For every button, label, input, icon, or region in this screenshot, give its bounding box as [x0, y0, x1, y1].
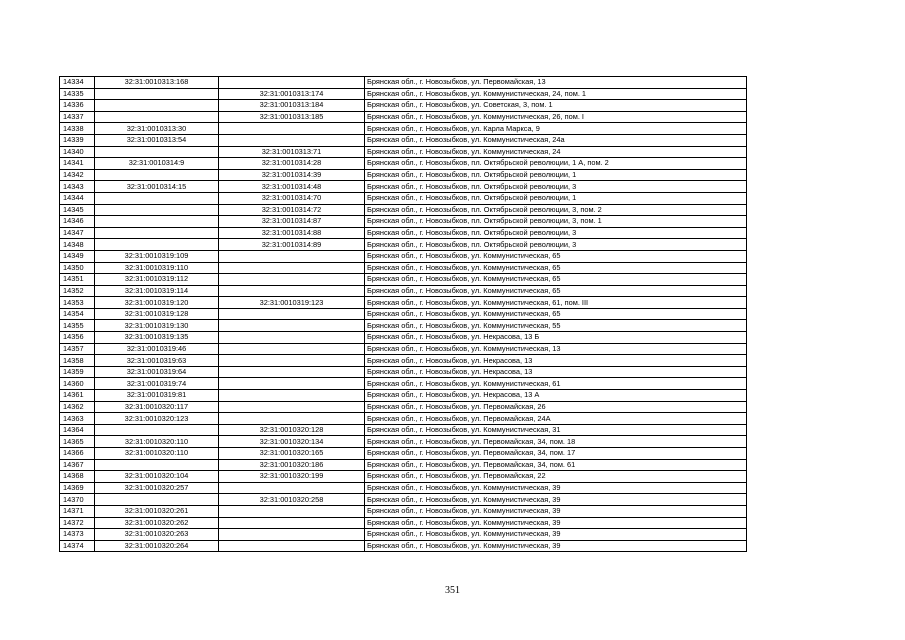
parcel-number-cell: 32:31:0010320:264: [95, 540, 219, 552]
parcel-number-cell: [95, 146, 219, 158]
parcel-number-cell: 32:31:0010313:168: [95, 77, 219, 89]
parcel-number-cell: 32:31:0010314:15: [95, 181, 219, 193]
row-number-cell: 14363: [60, 413, 95, 425]
row-number-cell: 14349: [60, 250, 95, 262]
object-number-cell: [219, 355, 365, 367]
table-row: [60, 216, 747, 228]
address-cell: Брянская обл., г. Новозыбков, ул. Коммунистическая, 61: [365, 378, 747, 390]
parcel-number-cell: 32:31:0010319:109: [95, 250, 219, 262]
address-cell: Брянская обл., г. Новозыбков, ул. Карла Маркса, 9: [365, 123, 747, 135]
object-number-cell: [219, 540, 365, 552]
row-number-cell: 14355: [60, 320, 95, 332]
address-cell: Брянская обл., г. Новозыбков, ул. Коммунистическая, 24: [365, 146, 747, 158]
parcel-number-cell: 32:31:0010319:74: [95, 378, 219, 390]
address-cell: Брянская обл., г. Новозыбков, пл. Октябрьской революции, 3, пом. 2: [365, 204, 747, 216]
row-number-cell: 14359: [60, 366, 95, 378]
parcel-number-cell: [95, 424, 219, 436]
object-number-cell: [219, 401, 365, 413]
table-row: [60, 459, 747, 471]
row-number-cell: 14344: [60, 192, 95, 204]
object-number-cell: 32:31:0010319:123: [219, 297, 365, 309]
table-row: [60, 158, 747, 170]
parcel-number-cell: 32:31:0010320:104: [95, 471, 219, 483]
table-row: [60, 482, 747, 494]
row-number-cell: 14373: [60, 529, 95, 541]
row-number-cell: 14341: [60, 158, 95, 170]
object-number-cell: [219, 505, 365, 517]
object-number-cell: 32:31:0010314:48: [219, 181, 365, 193]
row-number-cell: 14372: [60, 517, 95, 529]
parcel-number-cell: 32:31:0010319:128: [95, 308, 219, 320]
table-row: [60, 134, 747, 146]
row-number-cell: 14374: [60, 540, 95, 552]
address-cell: Брянская обл., г. Новозыбков, пл. Октябрьской революции, 1: [365, 169, 747, 181]
row-number-cell: 14352: [60, 285, 95, 297]
table-row: [60, 308, 747, 320]
table-row: [60, 413, 747, 425]
row-number-cell: 14356: [60, 332, 95, 344]
address-cell: Брянская обл., г. Новозыбков, ул. Коммунистическая, 31: [365, 424, 747, 436]
object-number-cell: 32:31:0010314:39: [219, 169, 365, 181]
parcel-number-cell: 32:31:0010319:135: [95, 332, 219, 344]
address-cell: Брянская обл., г. Новозыбков, ул. Коммунистическая, 39: [365, 482, 747, 494]
table-row: [60, 239, 747, 251]
object-number-cell: [219, 123, 365, 135]
row-number-cell: 14358: [60, 355, 95, 367]
table-row: [60, 529, 747, 541]
object-number-cell: [219, 482, 365, 494]
table-row: [60, 401, 747, 413]
object-number-cell: 32:31:0010314:28: [219, 158, 365, 170]
address-cell: Брянская обл., г. Новозыбков, ул. Первомайская, 13: [365, 77, 747, 89]
row-number-cell: 14347: [60, 227, 95, 239]
address-cell: Брянская обл., г. Новозыбков, ул. Коммунистическая, 65: [365, 250, 747, 262]
address-cell: Брянская обл., г. Новозыбков, ул. Некрасова, 13 А: [365, 390, 747, 402]
object-number-cell: 32:31:0010314:87: [219, 216, 365, 228]
table-row: [60, 390, 747, 402]
parcel-number-cell: [95, 239, 219, 251]
object-number-cell: [219, 332, 365, 344]
row-number-cell: 14342: [60, 169, 95, 181]
address-cell: Брянская обл., г. Новозыбков, ул. Некрасова, 13 Б: [365, 332, 747, 344]
table-row: [60, 77, 747, 89]
parcel-number-cell: [95, 88, 219, 100]
object-number-cell: 32:31:0010313:185: [219, 111, 365, 123]
object-number-cell: [219, 366, 365, 378]
object-number-cell: [219, 134, 365, 146]
parcel-number-cell: 32:31:0010319:110: [95, 262, 219, 274]
parcel-number-cell: [95, 227, 219, 239]
parcel-number-cell: [95, 192, 219, 204]
table-row: [60, 274, 747, 286]
table-row: [60, 505, 747, 517]
row-number-cell: 14350: [60, 262, 95, 274]
parcel-number-cell: 32:31:0010319:120: [95, 297, 219, 309]
object-number-cell: 32:31:0010320:165: [219, 448, 365, 460]
address-cell: Брянская обл., г. Новозыбков, ул. Коммунистическая, 24а: [365, 134, 747, 146]
row-number-cell: 14345: [60, 204, 95, 216]
parcel-number-cell: 32:31:0010320:257: [95, 482, 219, 494]
object-number-cell: 32:31:0010320:128: [219, 424, 365, 436]
object-number-cell: 32:31:0010313:184: [219, 100, 365, 112]
object-number-cell: [219, 274, 365, 286]
table-row: [60, 517, 747, 529]
row-number-cell: 14368: [60, 471, 95, 483]
address-cell: Брянская обл., г. Новозыбков, ул. Первомайская, 34, пом. 17: [365, 448, 747, 460]
address-cell: Брянская обл., г. Новозыбков, ул. Коммунистическая, 39: [365, 517, 747, 529]
table-row: [60, 88, 747, 100]
row-number-cell: 14364: [60, 424, 95, 436]
table-row: [60, 355, 747, 367]
address-cell: Брянская обл., г. Новозыбков, ул. Коммунистическая, 65: [365, 274, 747, 286]
row-number-cell: 14369: [60, 482, 95, 494]
row-number-cell: 14336: [60, 100, 95, 112]
row-number-cell: 14348: [60, 239, 95, 251]
table-row: [60, 285, 747, 297]
object-number-cell: [219, 285, 365, 297]
row-number-cell: 14354: [60, 308, 95, 320]
address-cell: Брянская обл., г. Новозыбков, ул. Первомайская, 34, пом. 18: [365, 436, 747, 448]
address-cell: Брянская обл., г. Новозыбков, ул. Коммунистическая, 13: [365, 343, 747, 355]
table-row: [60, 448, 747, 460]
table-row: [60, 181, 747, 193]
row-number-cell: 14351: [60, 274, 95, 286]
object-number-cell: 32:31:0010314:70: [219, 192, 365, 204]
address-cell: Брянская обл., г. Новозыбков, ул. Первомайская, 24А: [365, 413, 747, 425]
address-cell: Брянская обл., г. Новозыбков, ул. Коммунистическая, 65: [365, 285, 747, 297]
table-row: [60, 204, 747, 216]
parcel-number-cell: 32:31:0010320:263: [95, 529, 219, 541]
address-cell: Брянская обл., г. Новозыбков, ул. Коммунистическая, 24, пом. 1: [365, 88, 747, 100]
object-number-cell: [219, 529, 365, 541]
table-row: [60, 343, 747, 355]
row-number-cell: 14343: [60, 181, 95, 193]
address-cell: Брянская обл., г. Новозыбков, ул. Коммунистическая, 39: [365, 529, 747, 541]
table-row: [60, 436, 747, 448]
parcel-number-cell: 32:31:0010320:123: [95, 413, 219, 425]
row-number-cell: 14371: [60, 505, 95, 517]
parcel-number-cell: [95, 216, 219, 228]
address-cell: Брянская обл., г. Новозыбков, ул. Коммунистическая, 61, пом. III: [365, 297, 747, 309]
parcel-number-cell: 32:31:0010319:46: [95, 343, 219, 355]
address-cell: Брянская обл., г. Новозыбков, ул. Коммунистическая, 65: [365, 308, 747, 320]
address-cell: Брянская обл., г. Новозыбков, ул. Коммунистическая, 39: [365, 505, 747, 517]
table-row: [60, 297, 747, 309]
table-row: [60, 227, 747, 239]
address-cell: Брянская обл., г. Новозыбков, пл. Октябрьской революции, 3, пом. 1: [365, 216, 747, 228]
address-cell: Брянская обл., г. Новозыбков, пл. Октябрьской революции, 3: [365, 227, 747, 239]
table-row: [60, 250, 747, 262]
row-number-cell: 14362: [60, 401, 95, 413]
parcel-number-cell: 32:31:0010320:261: [95, 505, 219, 517]
table-row: [60, 111, 747, 123]
object-number-cell: 32:31:0010314:89: [219, 239, 365, 251]
row-number-cell: 14367: [60, 459, 95, 471]
address-cell: Брянская обл., г. Новозыбков, ул. Некрасова, 13: [365, 355, 747, 367]
parcel-number-cell: 32:31:0010319:81: [95, 390, 219, 402]
table-row: [60, 146, 747, 158]
parcel-number-cell: [95, 459, 219, 471]
row-number-cell: 14339: [60, 134, 95, 146]
parcel-number-cell: 32:31:0010319:112: [95, 274, 219, 286]
address-cell: Брянская обл., г. Новозыбков, пл. Октябрьской революции, 3: [365, 239, 747, 251]
object-number-cell: [219, 517, 365, 529]
object-number-cell: 32:31:0010320:134: [219, 436, 365, 448]
parcel-number-cell: [95, 100, 219, 112]
object-number-cell: [219, 390, 365, 402]
address-cell: Брянская обл., г. Новозыбков, ул. Советская, 3, пом. 1: [365, 100, 747, 112]
address-cell: Брянская обл., г. Новозыбков, ул. Коммунистическая, 39: [365, 540, 747, 552]
row-number-cell: 14361: [60, 390, 95, 402]
parcel-number-cell: [95, 204, 219, 216]
table-row: [60, 262, 747, 274]
object-number-cell: 32:31:0010313:174: [219, 88, 365, 100]
object-number-cell: 32:31:0010320:199: [219, 471, 365, 483]
object-number-cell: [219, 308, 365, 320]
data-table: [59, 76, 747, 552]
parcel-number-cell: 32:31:0010319:64: [95, 366, 219, 378]
parcel-number-cell: [95, 111, 219, 123]
row-number-cell: 14365: [60, 436, 95, 448]
parcel-number-cell: [95, 169, 219, 181]
object-number-cell: [219, 378, 365, 390]
address-cell: Брянская обл., г. Новозыбков, ул. Некрасова, 13: [365, 366, 747, 378]
address-cell: Брянская обл., г. Новозыбков, ул. Коммунистическая, 26, пом. I: [365, 111, 747, 123]
parcel-number-cell: 32:31:0010314:9: [95, 158, 219, 170]
object-number-cell: [219, 413, 365, 425]
row-number-cell: 14335: [60, 88, 95, 100]
table-row: [60, 123, 747, 135]
object-number-cell: [219, 343, 365, 355]
table-row: [60, 471, 747, 483]
object-number-cell: [219, 250, 365, 262]
table-row: [60, 366, 747, 378]
parcel-number-cell: 32:31:0010313:30: [95, 123, 219, 135]
address-cell: Брянская обл., г. Новозыбков, пл. Октябрьской революции, 3: [365, 181, 747, 193]
address-cell: Брянская обл., г. Новозыбков, пл. Октябрьской революции, 1: [365, 192, 747, 204]
row-number-cell: 14357: [60, 343, 95, 355]
table-row: [60, 332, 747, 344]
row-number-cell: 14360: [60, 378, 95, 390]
parcel-number-cell: 32:31:0010320:262: [95, 517, 219, 529]
row-number-cell: 14338: [60, 123, 95, 135]
table-row: [60, 100, 747, 112]
table-row: [60, 424, 747, 436]
row-number-cell: 14337: [60, 111, 95, 123]
address-cell: Брянская обл., г. Новозыбков, ул. Первомайская, 34, пом. 61: [365, 459, 747, 471]
object-number-cell: 32:31:0010320:258: [219, 494, 365, 506]
table-row: [60, 494, 747, 506]
object-number-cell: 32:31:0010313:71: [219, 146, 365, 158]
parcel-number-cell: 32:31:0010319:130: [95, 320, 219, 332]
address-cell: Брянская обл., г. Новозыбков, ул. Первомайская, 22: [365, 471, 747, 483]
object-number-cell: 32:31:0010314:72: [219, 204, 365, 216]
object-number-cell: [219, 320, 365, 332]
parcel-number-cell: 32:31:0010313:54: [95, 134, 219, 146]
table-row: [60, 540, 747, 552]
table-body: [60, 77, 747, 552]
parcel-number-cell: [95, 494, 219, 506]
object-number-cell: 32:31:0010314:88: [219, 227, 365, 239]
parcel-number-cell: 32:31:0010320:110: [95, 436, 219, 448]
row-number-cell: 14334: [60, 77, 95, 89]
row-number-cell: 14340: [60, 146, 95, 158]
object-number-cell: 32:31:0010320:186: [219, 459, 365, 471]
address-cell: Брянская обл., г. Новозыбков, ул. Первомайская, 26: [365, 401, 747, 413]
parcel-number-cell: 32:31:0010319:63: [95, 355, 219, 367]
address-cell: Брянская обл., г. Новозыбков, пл. Октябрьской революции, 1 А, пом. 2: [365, 158, 747, 170]
address-cell: Брянская обл., г. Новозыбков, ул. Коммунистическая, 55: [365, 320, 747, 332]
object-number-cell: [219, 262, 365, 274]
row-number-cell: 14366: [60, 448, 95, 460]
row-number-cell: 14346: [60, 216, 95, 228]
parcel-number-cell: 32:31:0010319:114: [95, 285, 219, 297]
parcel-number-cell: 32:31:0010320:110: [95, 448, 219, 460]
row-number-cell: 14370: [60, 494, 95, 506]
table-row: [60, 169, 747, 181]
object-number-cell: [219, 77, 365, 89]
parcel-number-cell: 32:31:0010320:117: [95, 401, 219, 413]
address-cell: Брянская обл., г. Новозыбков, ул. Коммунистическая, 65: [365, 262, 747, 274]
row-number-cell: 14353: [60, 297, 95, 309]
page-number: 351: [445, 585, 460, 596]
address-cell: Брянская обл., г. Новозыбков, ул. Коммунистическая, 39: [365, 494, 747, 506]
table-row: [60, 192, 747, 204]
table-row: [60, 378, 747, 390]
table-row: [60, 320, 747, 332]
